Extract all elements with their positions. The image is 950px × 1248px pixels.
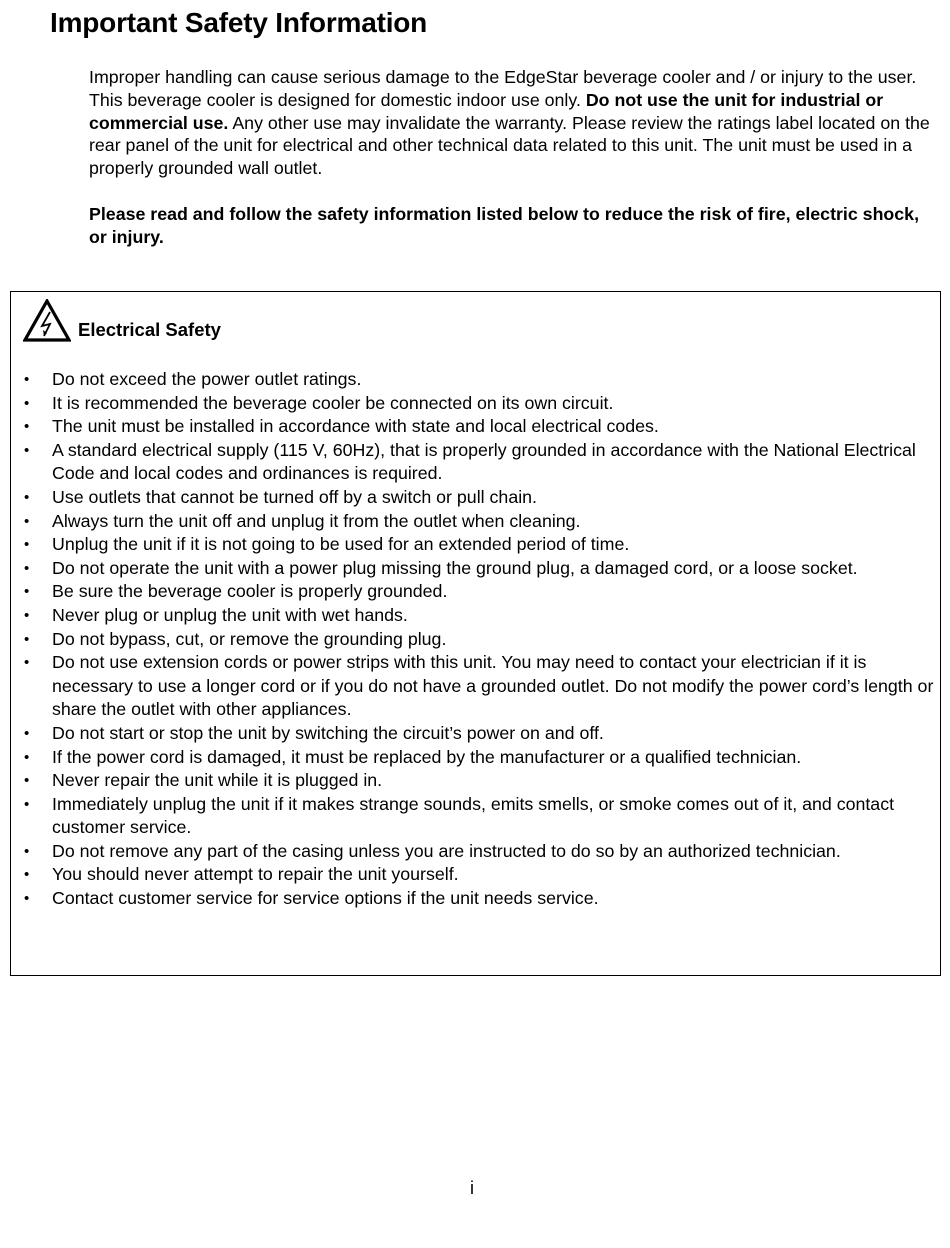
safety-rule-item [11,557,936,581]
safety-rule-item [11,722,936,746]
safety-rule-item [11,604,936,628]
electrical-safety-header [23,299,221,343]
electrical-safety-heading: Electrical Safety [78,319,221,340]
bullet-point: • [24,536,30,554]
safety-rule-item [11,368,936,392]
intro-paragraph [89,66,934,180]
safety-rule-text: Do not use extension cords or power strips with this unit. You may need to contact your electrician if it is necessary to use a longer cord or if you do not have a grounded outlet. Do not modify the power cord’s length or share the outlet with other appliances. [52,652,934,720]
safety-rule-text: Do not operate the unit with a power plug missing the ground plug, a damaged cord, or a loose socket. [52,557,858,578]
bullet-point: • [24,748,30,766]
safety-rule-text: Do not bypass, cut, or remove the grounding plug. [52,628,447,649]
bullet-point: • [24,630,30,648]
safety-rule-item [11,887,936,911]
bullet-point: • [24,866,30,884]
bullet-point: • [24,394,30,412]
safety-rule-item [11,840,936,864]
safety-rule-text: Never repair the unit while it is plugged in. [52,770,383,791]
safety-rule-item [11,580,936,604]
safety-rule-item [11,769,936,793]
safety-rule-text: Do not exceed the power outlet ratings. [52,369,362,389]
read-safety-notice [89,203,934,249]
safety-rule-text: Contact customer service for service options if the unit needs service. [52,888,599,909]
electrical-hazard-icon [23,299,71,343]
intro-text-end: Any other use may invalidate the warranty. Please review the ratings label located on the rear panel of the unit for electrical and other technical data related to this unit. The unit must be used in a properly grounded wall outlet. [89,112,930,179]
safety-rule-item [11,486,936,510]
safety-rule-text: Do not remove any part of the casing unless you are instructed to do so by an authorized technician. [52,840,841,861]
bullet-point: • [24,418,30,436]
safety-rule-text: Always turn the unit off and unplug it from the outlet when cleaning. [52,510,581,531]
safety-rule-item [11,510,936,534]
safety-rule-item [11,746,936,770]
safety-rule-item [11,628,936,652]
bullet-point: • [24,441,30,459]
safety-rule-text: Use outlets that cannot be turned off by a switch or pull chain. [52,486,537,507]
electrical-safety-box [10,291,941,976]
bullet-point: • [24,772,30,790]
safety-rule-text: If the power cord is damaged, it must be replaced by the manufacturer or a qualified technician. [52,746,802,767]
bullet-point: • [24,724,30,742]
safety-rule-text: Unplug the unit if it is not going to be used for an extended period of time. [52,534,630,555]
safety-rule-text: The unit must be installed in accordance with state and local electrical codes. [52,416,659,437]
electrical-safety-list [11,368,936,911]
bullet-point: • [24,606,30,624]
safety-rule-item [11,439,936,486]
safety-rule-text: You should never attempt to repair the unit yourself. [52,864,459,885]
safety-rule-text: It is recommended the beverage cooler be connected on its own circuit. [52,392,614,413]
safety-rule-text: Never plug or unplug the unit with wet hands. [52,604,408,625]
bullet-point: • [24,890,30,908]
read-safety-notice-bold: Please read and follow the safety information listed below to reduce the risk of fire, electric shock, or injury. [89,203,920,247]
bullet-point: • [24,795,30,813]
bullet-point: • [24,842,30,860]
safety-rule-item [11,392,936,416]
bullet-point: • [24,512,30,530]
safety-rule-item [11,533,936,557]
bullet-point: • [24,654,30,672]
safety-rule-item [11,793,936,840]
safety-rule-text: Immediately unplug the unit if it makes strange sounds, emits smells, or smoke comes out of it, and contact customer service. [52,793,895,838]
bullet-point: • [24,559,30,577]
intro-section [89,66,934,248]
safety-rule-text: Be sure the beverage cooler is properly grounded. [52,581,448,602]
safety-rule-item [11,863,936,887]
safety-rule-item [11,415,936,439]
safety-rule-item [11,651,936,722]
bullet-point: • [24,371,30,388]
page-title: Important Safety Information [50,7,428,38]
bullet-point: • [24,583,30,601]
safety-rule-text: Do not start or stop the unit by switching the circuit’s power on and off. [52,722,604,743]
intro-text-start: Improper handling can cause serious damage to the EdgeStar beverage cooler and / or injury to the user. This beverage cooler is designed for domestic indoor use only. [89,67,917,110]
bullet-point: • [24,488,30,506]
page-number: i [470,1178,474,1198]
intro-warning-bold: Do not use the unit for industrial or commercial use. [89,89,884,133]
safety-rule-text: A standard electrical supply (115 V, 60Hz), that is properly grounded in accordance with the National Electrical Code and local codes and ordinances is required. [52,439,916,484]
